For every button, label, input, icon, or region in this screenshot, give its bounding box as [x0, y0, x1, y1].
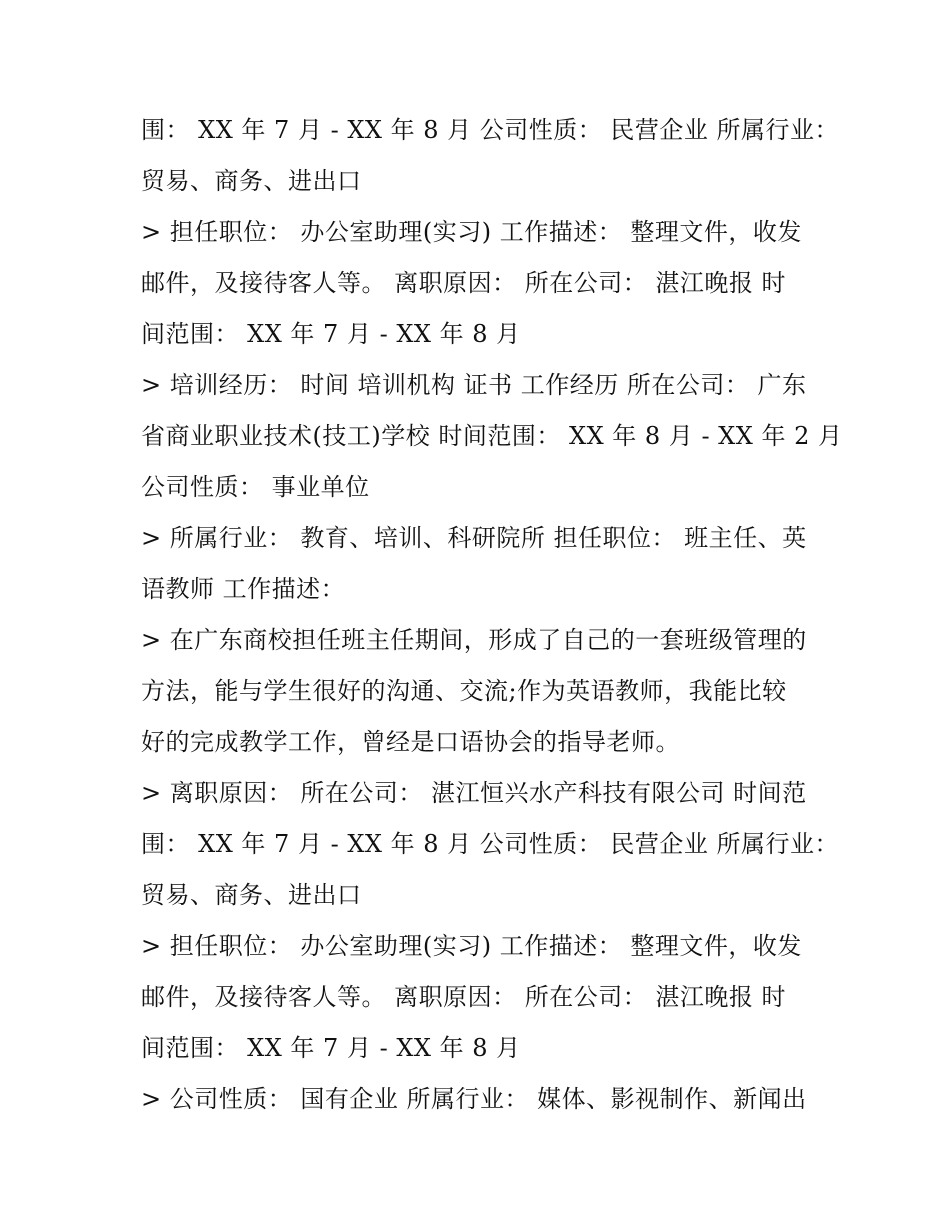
text-line: 省商业职业技术(技工)学校 时间范围： XX 年 8 月 - XX 年 2 月 — [141, 422, 843, 450]
text-line: 邮件，及接待客人等。 离职原因： 所在公司： 湛江晚报 时 — [141, 983, 787, 1011]
text-line: 方法，能与学生很好的沟通、交流;作为英语教师，我能比较 — [141, 677, 787, 705]
text-line: 间范围： XX 年 7 月 - XX 年 8 月 — [141, 1034, 521, 1062]
text-line: > 所属行业： 教育、培训、科研院所 担任职位： 班主任、英 — [141, 524, 807, 552]
text-line: > 离职原因： 所在公司： 湛江恒兴水产科技有限公司 时间范 — [141, 779, 807, 807]
text-line: 邮件，及接待客人等。 离职原因： 所在公司： 湛江晚报 时 — [141, 269, 787, 297]
text-line: 围： XX 年 7 月 - XX 年 8 月 公司性质： 民营企业 所属行业： — [141, 116, 840, 144]
text-line: > 培训经历： 时间 培训机构 证书 工作经历 所在公司： 广东 — [141, 371, 807, 399]
text-line: 公司性质： 事业单位 — [141, 473, 370, 501]
document-body — [141, 105, 843, 1125]
text-line: 语教师 工作描述： — [141, 575, 346, 603]
text-line: 间范围： XX 年 7 月 - XX 年 8 月 — [141, 320, 521, 348]
text-line: 贸易、商务、进出口 — [141, 881, 362, 909]
text-line: 贸易、商务、进出口 — [141, 167, 362, 195]
text-line: > 担任职位： 办公室助理(实习) 工作描述： 整理文件，收发 — [141, 932, 802, 960]
text-line: 围： XX 年 7 月 - XX 年 8 月 公司性质： 民营企业 所属行业： — [141, 830, 840, 858]
text-line: > 在广东商校担任班主任期间，形成了自己的一套班级管理的 — [141, 626, 807, 654]
text-line: > 担任职位： 办公室助理(实习) 工作描述： 整理文件，收发 — [141, 218, 802, 246]
text-line: > 公司性质： 国有企业 所属行业： 媒体、影视制作、新闻出 — [141, 1085, 807, 1113]
text-line: 好的完成教学工作，曾经是口语协会的指导老师。 — [141, 728, 680, 756]
